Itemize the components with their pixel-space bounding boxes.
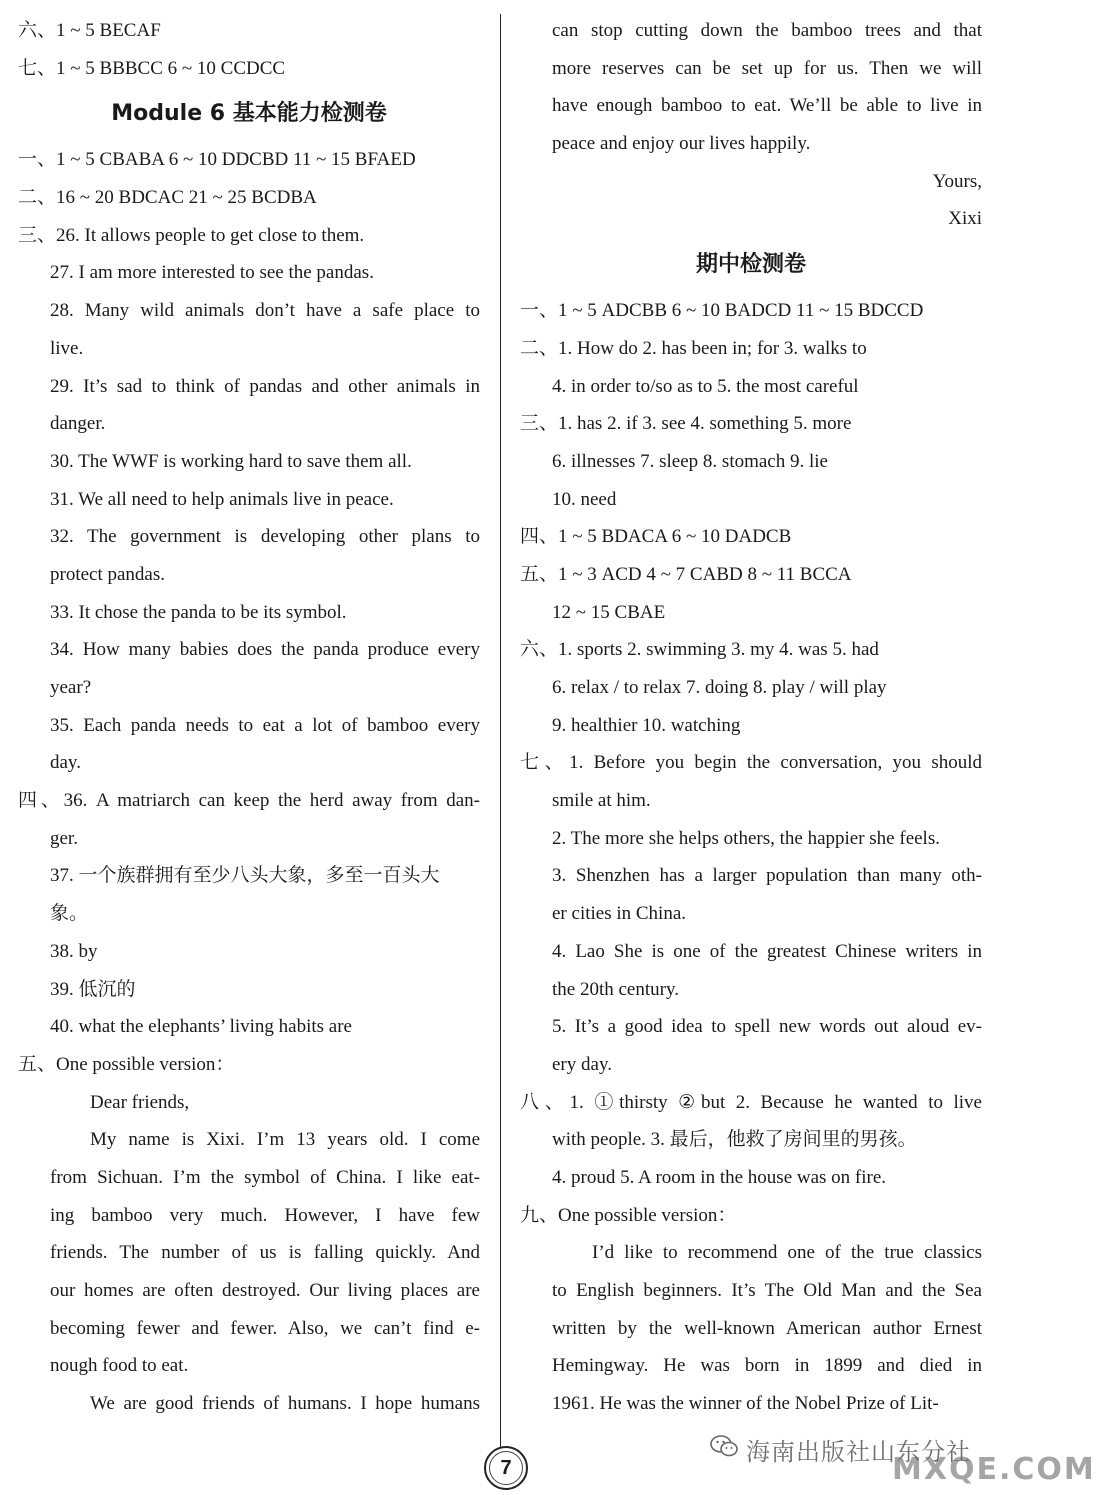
column-divider: [500, 14, 501, 1454]
text-line: 2. The more she helps others, the happier she feels.: [552, 827, 940, 849]
text-line: 三、1. has 2. if 3. see 4. something 5. more: [520, 413, 852, 435]
text-line: 七、1 ~ 5 BBBCC 6 ~ 10 CCDCC: [18, 57, 286, 79]
text-line: have enough bamboo to eat. We’ll be able to live in: [552, 95, 982, 117]
text-line: the 20th century.: [552, 978, 679, 1000]
text-line: 八、1. ①thirsty ②but 2. Because he wanted to live: [520, 1091, 982, 1113]
text-line: becoming fewer and fewer. Also, we can’t find e-: [50, 1317, 480, 1339]
text-line: 二、1. How do 2. has been in; for 3. walks to: [520, 337, 867, 359]
text-line: 31. We all need to help animals live in peace.: [50, 488, 394, 510]
text-line: protect pandas.: [50, 563, 166, 585]
text-line: ery day.: [552, 1053, 612, 1075]
text-line: day.: [50, 752, 81, 774]
text-line: 七、1. Before you begin the conversation, you should: [520, 752, 982, 774]
text-line: 4. proud 5. A room in the house was on fire.: [552, 1166, 887, 1188]
text-line: 二、16 ~ 20 BDCAC 21 ~ 25 BCDBA: [18, 187, 317, 209]
text-line: ger.: [50, 827, 78, 849]
text-line: written by the well-known American author Ernest: [552, 1317, 982, 1339]
text-line: 27. I am more interested to see the pandas.: [50, 262, 374, 284]
text-line: 4. Lao She is one of the greatest Chinese writers in: [552, 940, 982, 962]
text-line: Xixi: [948, 208, 982, 230]
text-line: 3. Shenzhen has a larger population than many oth-: [552, 865, 982, 887]
text-line: 33. It chose the panda to be its symbol.: [50, 601, 347, 623]
section-heading: Module 6 基本能力检测卷: [111, 101, 387, 127]
text-line: year?: [50, 677, 92, 698]
text-line: 1961. He was the winner of the Nobel Prize of Lit-: [552, 1393, 939, 1415]
text-line: Hemingway. He was born in 1899 and died in: [552, 1355, 982, 1377]
text-line: 6. illnesses 7. sleep 8. stomach 9. lie: [552, 450, 828, 472]
text-line: 六、1. sports 2. swimming 3. my 4. was 5. had: [520, 639, 879, 661]
watermark-text: 海南出版社山东分社: [746, 1438, 971, 1466]
text-line: 29. It’s sad to think of pandas and other animals in: [50, 375, 480, 397]
page-number: 7: [484, 1446, 528, 1490]
text-line: 34. How many babies does the panda produce every: [50, 639, 480, 661]
text-line: peace and enjoy our lives happily.: [552, 133, 811, 155]
text-line: danger.: [50, 413, 106, 435]
text-line: our homes are often destroyed. Our living places are: [50, 1280, 480, 1301]
text-line: live.: [50, 337, 84, 359]
text-line: 32. The government is developing other plans to: [50, 526, 480, 548]
text-line: 五、1 ~ 3 ACD 4 ~ 7 CABD 8 ~ 11 BCCA: [520, 563, 852, 585]
text-line: 四、1 ~ 5 BDACA 6 ~ 10 DADCB: [520, 526, 792, 548]
text-line: 5. It’s a good idea to spell new words out aloud ev-: [552, 1016, 982, 1038]
text-line: with people. 3. 最后，他救了房间里的男孩。: [552, 1129, 917, 1151]
left-column: [18, 12, 480, 1423]
text-line: 五、One possible version：: [18, 1053, 235, 1075]
text-line: 38. by: [50, 940, 98, 962]
text-line: 三、26. It allows people to get close to them.: [18, 224, 365, 246]
text-line: 39. 低沉的: [50, 978, 136, 1000]
text-line: more reserves can be set up for us. Then we will: [552, 57, 982, 79]
text-line: 6. relax / to relax 7. doing 8. play / will play: [552, 677, 887, 698]
watermark-logo: MXQE.COM: [892, 1452, 1096, 1487]
text-line: 象。: [50, 903, 89, 925]
text-line: 一、1 ~ 5 CBABA 6 ~ 10 DDCBD 11 ~ 15 BFAED: [18, 149, 416, 171]
text-line: 37. 一个族群拥有至少八头大象，多至一百头大: [50, 865, 440, 887]
text-line: Dear friends,: [90, 1091, 190, 1113]
text-line: 40. what the elephants’ living habits are: [50, 1016, 352, 1038]
text-line: 28. Many wild animals don’t have a safe place to: [50, 300, 480, 322]
text-line: 12 ~ 15 CBAE: [552, 601, 666, 623]
text-line: We are good friends of humans. I hope humans: [90, 1393, 480, 1415]
text-line: 九、One possible version：: [520, 1204, 737, 1226]
text-line: from Sichuan. I’m the symbol of China. I like eat-: [50, 1166, 480, 1188]
section-heading: 期中检测卷: [695, 252, 806, 278]
text-line: I’d like to recommend one of the true classics: [592, 1242, 982, 1264]
right-column: [520, 12, 982, 1423]
text-line: 六、1 ~ 5 BECAF: [18, 20, 161, 41]
text-line: 四、36. A matriarch can keep the herd away from dan-: [18, 790, 480, 812]
text-line: er cities in China.: [552, 903, 687, 925]
text-line: can stop cutting down the bamboo trees and that: [552, 20, 982, 41]
text-line: 4. in order to/so as to 5. the most careful: [552, 375, 859, 397]
watermark: [706, 1426, 1096, 1487]
text-line: My name is Xixi. I’m 13 years old. I come: [90, 1129, 480, 1151]
text-line: nough food to eat.: [50, 1355, 189, 1377]
text-line: smile at him.: [552, 790, 651, 812]
text-line: to English beginners. It’s The Old Man and the Sea: [552, 1280, 982, 1301]
wechat-icon: [710, 1434, 738, 1458]
text-line: Yours,: [932, 170, 982, 192]
text-line: 30. The WWF is working hard to save them all.: [50, 450, 412, 472]
text-line: ing bamboo very much. However, I have few: [50, 1204, 480, 1226]
text-line: 35. Each panda needs to eat a lot of bamboo every: [50, 714, 480, 736]
text-line: 9. healthier 10. watching: [552, 714, 741, 736]
text-line: friends. The number of us is falling quickly. And: [50, 1242, 480, 1264]
text-line: 一、1 ~ 5 ADCBB 6 ~ 10 BADCD 11 ~ 15 BDCCD: [520, 300, 924, 322]
text-line: 10. need: [552, 488, 617, 510]
